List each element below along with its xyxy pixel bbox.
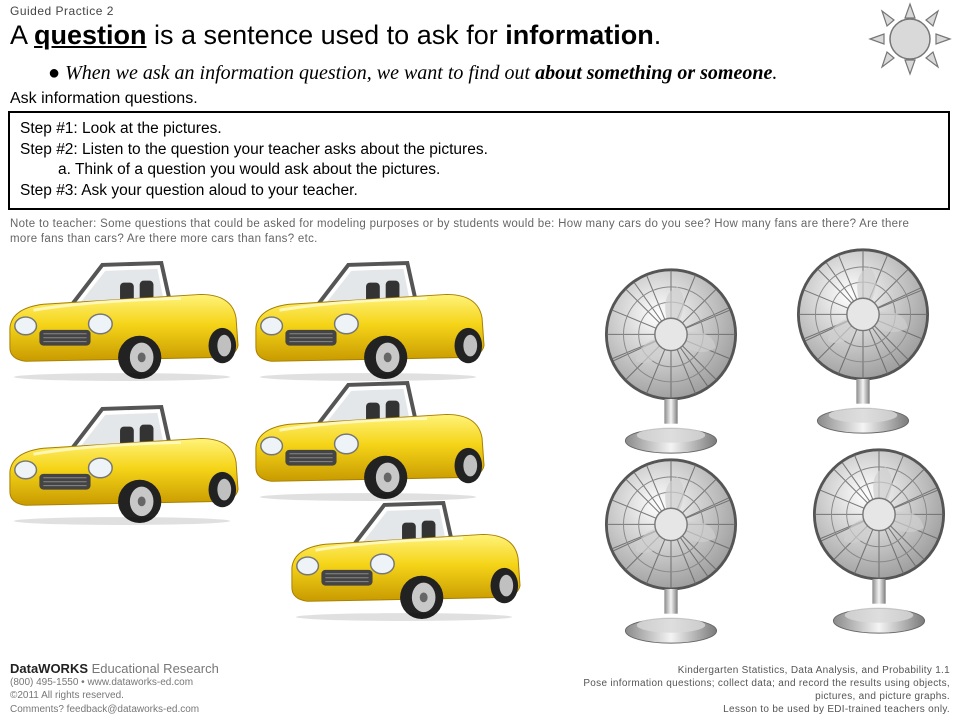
car-image	[250, 378, 486, 503]
footer-credits	[10, 662, 219, 716]
title-middle: is a sentence used to ask for	[146, 20, 506, 50]
fan-image	[788, 246, 938, 436]
step-3: Step #3: Ask your question aloud to your teacher.	[20, 181, 358, 199]
bullet-text: When we ask an information question, we want to find out	[65, 62, 536, 84]
footer-comments: Comments? feedback@dataworks-ed.com	[10, 703, 200, 715]
sun-icon	[868, 2, 952, 81]
teacher-note: Note to teacher: Some questions that could be asked for modeling purposes or by students would be: How many cars do you see? How many fans are there? Are there more fans than cars? Are there more cars than fans? etc.	[10, 218, 910, 245]
title-end: .	[653, 20, 662, 50]
bullet-bold: about something or someone	[535, 62, 773, 84]
footer-usage-note: Lesson to be used by EDI-trained teachers only.	[723, 704, 950, 715]
car-image	[4, 258, 240, 383]
footer-objective: Pose information questions; collect data; and record the results using objects,	[583, 678, 950, 689]
step-1: Step #1: Look at the pictures.	[20, 120, 222, 137]
step-2a: a. Think of a question you would ask about the pictures.	[58, 161, 441, 178]
car-image	[286, 498, 522, 623]
instruction-text: Ask information questions.	[10, 90, 198, 107]
car-image	[4, 402, 240, 527]
steps-box	[8, 111, 950, 210]
fan-image	[804, 446, 954, 636]
brand-suffix: Educational Research	[88, 661, 219, 676]
footer-brand	[10, 662, 219, 676]
bullet-mark: ●	[48, 62, 61, 84]
title-term: question	[34, 20, 147, 50]
brand-name: DataWORKS	[10, 661, 89, 676]
fan-image	[596, 456, 746, 646]
title-bold-word: information	[505, 20, 654, 50]
car-image	[250, 258, 486, 383]
footer-copyright: ©2011 All rights reserved.	[10, 690, 124, 701]
page-title	[10, 20, 661, 51]
definition-bullet	[48, 62, 777, 85]
footer-lesson-info	[490, 664, 950, 716]
footer-objective-cont: pictures, and picture graphs.	[815, 691, 950, 702]
title-prefix: A	[10, 20, 35, 50]
guided-practice-label: Guided Practice 2	[10, 4, 114, 18]
footer-contact: (800) 495-1550 • www.dataworks-ed.com	[10, 676, 194, 688]
step-2: Step #2: Listen to the question your teacher asks about the pictures.	[20, 140, 488, 158]
fan-image	[596, 266, 746, 456]
footer-standard: Kindergarten Statistics, Data Analysis, and Probability 1.1	[677, 665, 950, 676]
bullet-end: .	[772, 62, 778, 84]
